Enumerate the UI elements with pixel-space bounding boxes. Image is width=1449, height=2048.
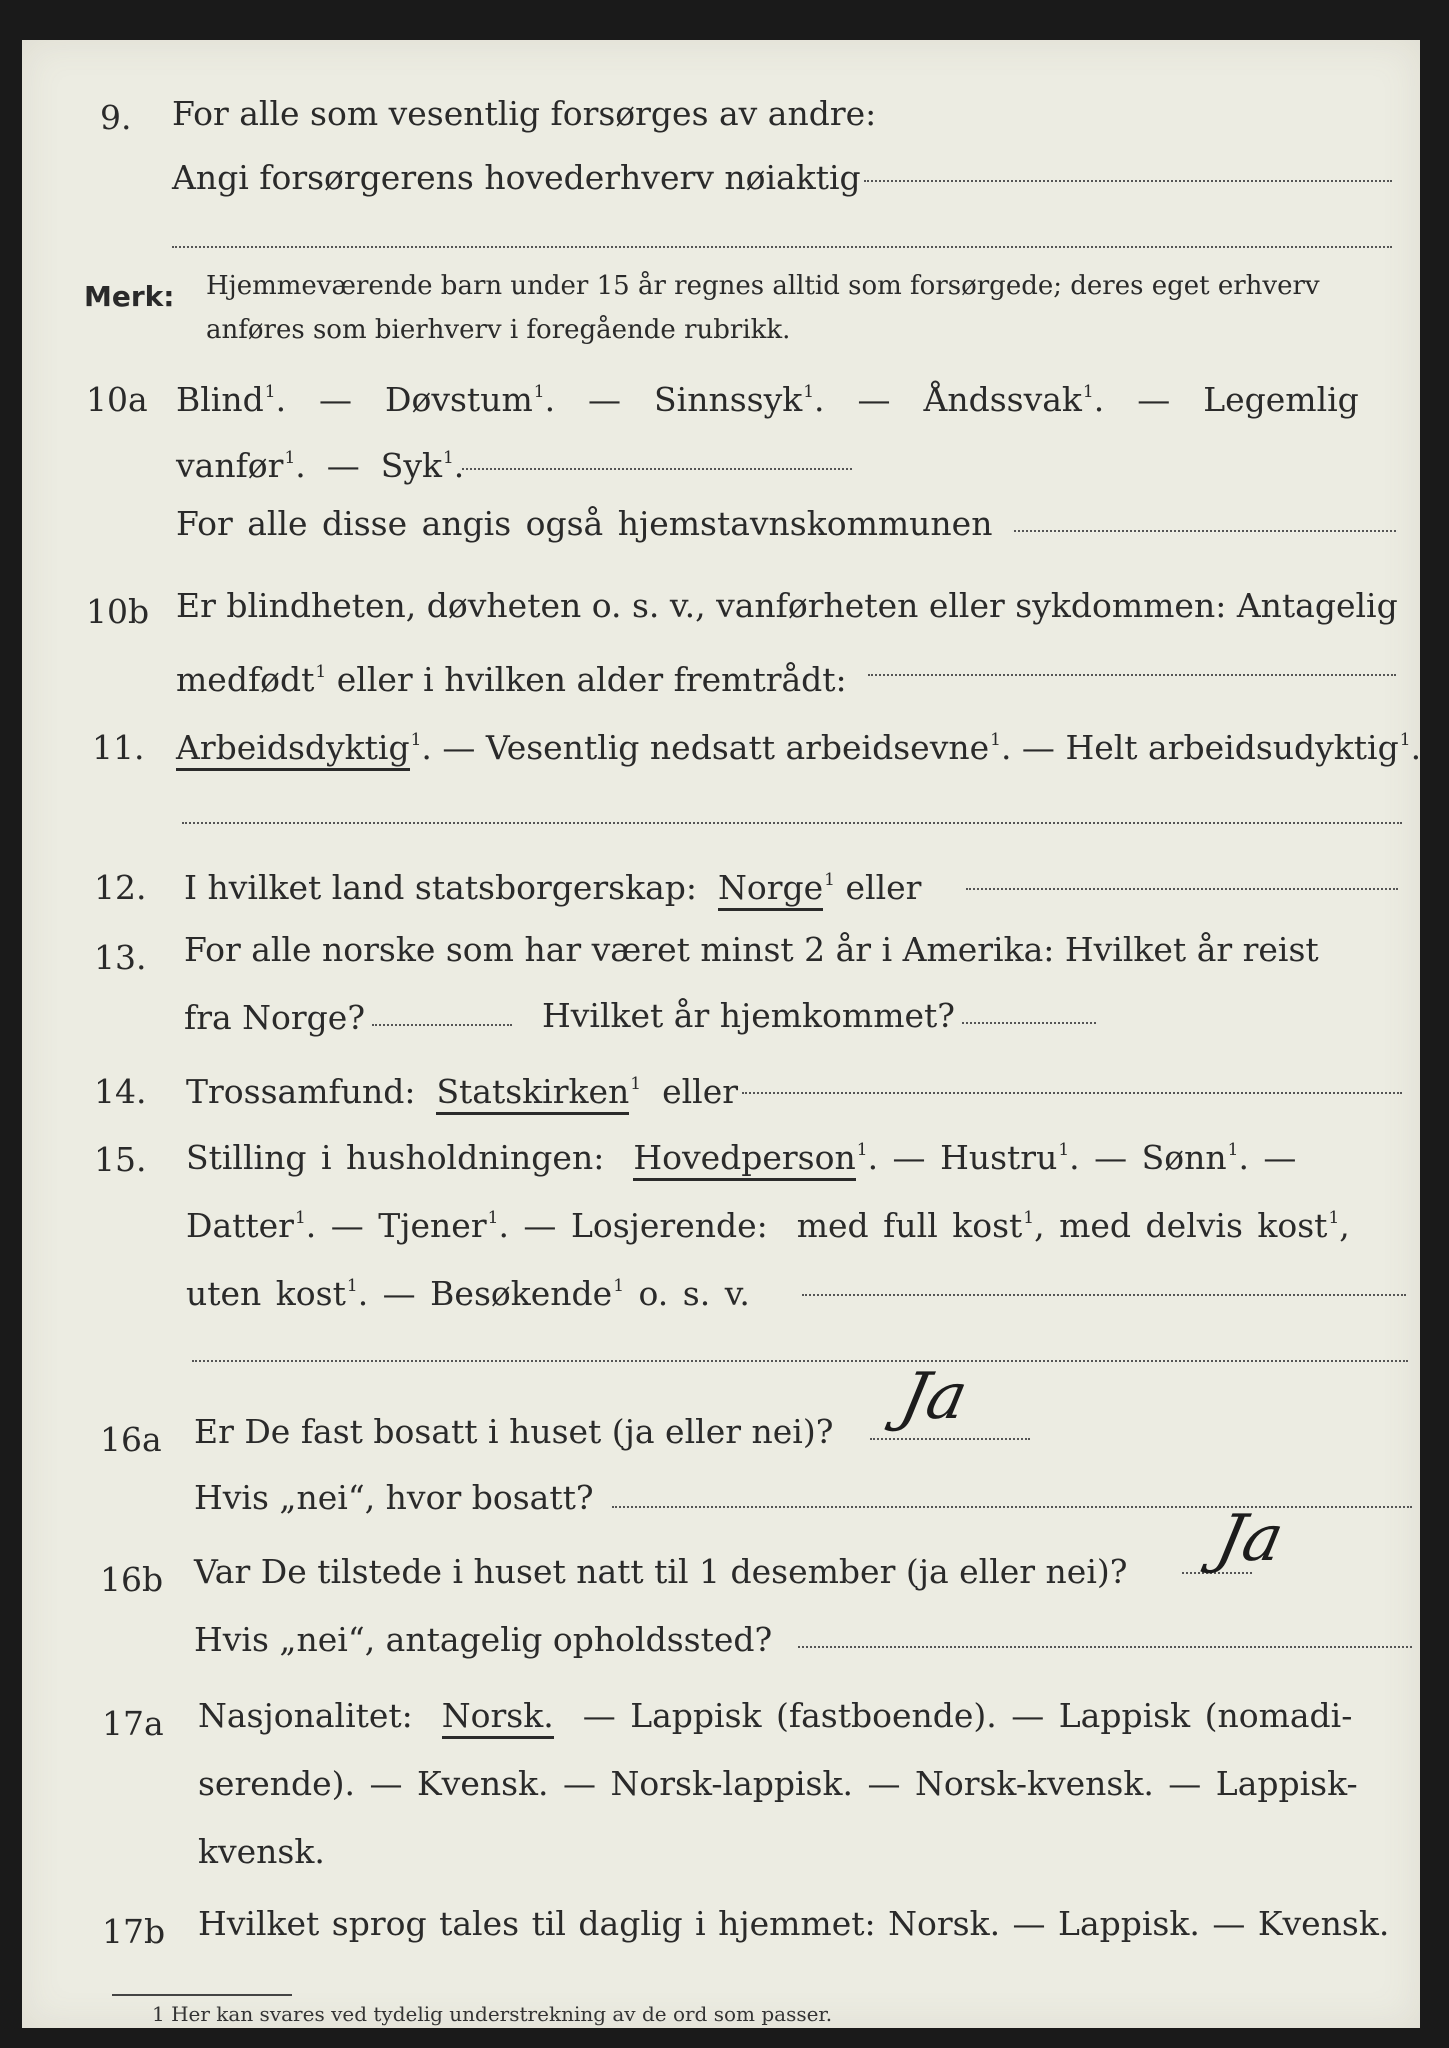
question-text: Trossamfund:	[186, 1072, 416, 1111]
question-number: 9.	[100, 98, 132, 137]
answer-line	[870, 1438, 1030, 1440]
option-text: Åndssvak	[923, 380, 1082, 419]
question-text: For alle som vesentlig forsørges av andre:	[172, 94, 877, 133]
question-text: Hvis „nei“, antagelig opholdssted?	[194, 1620, 773, 1659]
question-number: 17a	[102, 1704, 164, 1743]
question-text: Arbeidsdyktig$^1$. — Vesentlig nedsatt arbeidsevne$^1$. — Helt arbeidsudyktig$^1$.	[176, 720, 1421, 768]
question-text: Angi forsørgerens hovederhverv nøiaktig	[172, 158, 861, 197]
option-text: Besøkende	[430, 1274, 613, 1313]
footnote-mark: 1	[346, 1276, 358, 1296]
question-text: Datter$^1$. — Tjener$^1$. — Losjerende: med full kost$^1$, med delvis kost$^1$,	[186, 1206, 1350, 1245]
answer-line	[192, 1360, 1408, 1362]
footnote-mark: 1	[824, 870, 835, 890]
footnote-mark: 1	[1227, 1140, 1239, 1160]
question-text	[176, 652, 847, 700]
question-text: Hvilket år hjemkommet?	[542, 996, 955, 1035]
footnote-mark: 1	[410, 730, 422, 750]
option-text: Syk	[380, 446, 442, 485]
footnote-mark: 1	[294, 1208, 306, 1228]
question-text: Hvilket sprog tales til daglig i hjemmet: Norsk. — Lappisk. — Kvensk.	[198, 1904, 1390, 1943]
question-text: Nasjonalitet: Norsk. — Lappisk (fastboende). — Lappisk (nomadi-	[198, 1696, 1352, 1736]
answer-line	[966, 888, 1398, 890]
answer-line	[612, 1506, 1412, 1508]
selected-option: Hovedperson	[633, 1138, 855, 1181]
note-label: Merk:	[84, 280, 175, 313]
selected-option: Arbeidsdyktig	[176, 728, 410, 771]
handwritten-answer: Ja	[1210, 1502, 1290, 1576]
question-text: I hvilket land statsborgerskap:	[184, 868, 698, 907]
selected-option: Norge	[718, 868, 823, 911]
footnote-mark: 1	[613, 1276, 625, 1296]
question-text: Hvis „nei“, hvor bosatt?	[194, 1478, 594, 1517]
question-number: 16a	[100, 1420, 162, 1459]
question-text: Er blindheten, døvheten o. s. v., vanførheten eller sykdommen: Antagelig	[176, 586, 1398, 625]
question-text: vanfør$^1$. — Syk$^1$.	[176, 446, 465, 485]
question-number: 17b	[102, 1912, 166, 1951]
answer-line	[182, 822, 1402, 824]
option-text: eller	[845, 868, 922, 907]
option-text: Blind	[176, 380, 264, 419]
option-text: Legemlig	[1203, 380, 1359, 419]
question-text: For alle disse angis også hjemstavnskommunen	[176, 504, 993, 543]
question-text: serende). — Kvensk. — Norsk-lappisk. — Norsk-kvensk. — Lappisk-	[198, 1764, 1358, 1803]
option-text: eller	[662, 1072, 739, 1111]
answer-line	[798, 1646, 1412, 1648]
question-text: kvensk.	[198, 1832, 325, 1871]
question-number: 14.	[94, 1072, 147, 1111]
option-text: Tjener	[378, 1206, 487, 1245]
answer-line	[864, 180, 1392, 182]
option-text: Datter	[186, 1206, 294, 1245]
question-text: Nasjonalitet:	[198, 1696, 413, 1735]
question-number: 12.	[94, 868, 147, 907]
option-text: medfødt	[176, 660, 315, 699]
option-text: med full kost	[796, 1206, 1023, 1245]
option-text: vanfør	[176, 446, 284, 485]
option-text: Døvstum	[385, 380, 533, 419]
option-text: Sønn	[1141, 1138, 1227, 1177]
answer-line	[1014, 530, 1396, 532]
option-text: med delvis kost	[1059, 1206, 1328, 1245]
option-text: Sinnssyk	[654, 380, 803, 419]
census-form-page	[22, 40, 1420, 2028]
footnote-mark: 1	[533, 382, 545, 402]
footnote-text: 1 Her kan svares ved tydelig understrekning av de ord som passer.	[152, 2002, 833, 2026]
question-text: For alle norske som har været minst 2 år i Amerika: Hvilket år reist	[184, 930, 1319, 969]
question-number: 10a	[86, 380, 148, 419]
footnote-mark: 1	[442, 448, 454, 468]
question-text	[184, 860, 921, 908]
footnote-mark: 1	[315, 662, 327, 682]
footnote-mark: 1	[487, 1208, 499, 1228]
question-number: 11.	[92, 728, 145, 767]
question-number: 10b	[86, 592, 150, 631]
option-text: o. s. v.	[638, 1274, 750, 1313]
selected-option: Statskirken	[436, 1072, 629, 1115]
note-text: anføres som bierhverv i foregående rubrikk.	[206, 315, 791, 345]
answer-line	[742, 1092, 1402, 1094]
footnote-mark: 1	[264, 382, 276, 402]
handwritten-answer: Ja	[894, 1360, 974, 1434]
footnote-mark: 1	[1058, 1140, 1070, 1160]
question-text: Blind$^1$. — Døvstum$^1$. — Sinnssyk$^1$. — Åndssvak$^1$. — Legemlig	[176, 380, 1359, 419]
option-text: uten kost	[186, 1274, 346, 1313]
question-text: eller i hvilken alder fremtrådt:	[336, 660, 847, 699]
option-text: Vesentlig nedsatt arbeidsevne	[485, 728, 990, 767]
answer-line	[868, 674, 1396, 676]
footnote-mark: 1	[1328, 1208, 1340, 1228]
option-text: Losjerende:	[570, 1206, 768, 1245]
footnote-mark: 1	[284, 448, 296, 468]
answer-line	[172, 246, 1392, 248]
question-text: uten kost$^1$. — Besøkende$^1$ o. s. v.	[186, 1274, 750, 1313]
footnote-mark: 1	[856, 1140, 868, 1160]
answer-line	[802, 1294, 1406, 1296]
question-text: Er De fast bosatt i huset (ja eller nei)?	[194, 1412, 834, 1451]
question-text: Var De tilstede i huset natt til 1 desember (ja eller nei)?	[194, 1552, 1128, 1591]
footnote-mark: 1	[630, 1074, 642, 1094]
option-text: Hustru	[940, 1138, 1058, 1177]
question-number: 16b	[100, 1560, 164, 1599]
option-text: Helt arbeidsudyktig	[1065, 728, 1399, 767]
question-text: Stilling i husholdningen:	[186, 1138, 605, 1177]
answer-line	[962, 1022, 1096, 1024]
question-number: 15.	[94, 1140, 147, 1179]
footnote-mark: 1	[1082, 382, 1094, 402]
answer-line	[462, 468, 852, 470]
note-text: Hjemmeværende barn under 15 år regnes alltid som forsørgede; deres eget erhverv	[206, 271, 1320, 301]
footnote-mark: 1	[1023, 1208, 1035, 1228]
answer-line	[372, 1024, 512, 1026]
option-text: Lappisk (fastboende). — Lappisk (nomadi-	[630, 1696, 1353, 1735]
question-text: fra Norge?	[184, 998, 366, 1037]
question-number: 13.	[94, 938, 147, 977]
selected-option: Norsk.	[442, 1696, 554, 1739]
footnote-rule	[112, 1994, 292, 1996]
question-text	[186, 1064, 738, 1112]
footnote-mark: 1	[803, 382, 815, 402]
footnote-mark: 1	[1399, 730, 1411, 750]
question-text: Stilling i husholdningen: Hovedperson$^1$. — Hustru$^1$. — Sønn$^1$. —	[186, 1130, 1296, 1178]
footnote-mark: 1	[990, 730, 1001, 750]
